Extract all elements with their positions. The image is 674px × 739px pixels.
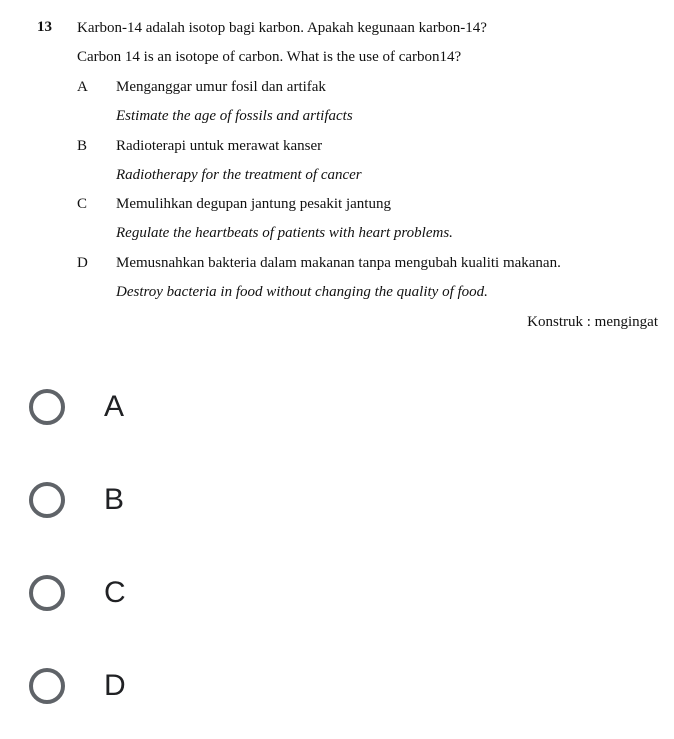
option-a-text-ms: Menganggar umur fosil dan artifak <box>116 79 326 95</box>
answer-choices <box>0 370 674 733</box>
choice-c[interactable] <box>0 556 674 646</box>
option-c-text-en: Regulate the heartbeats of patients with heart problems. <box>116 225 453 241</box>
option-a-letter: A <box>77 79 88 95</box>
option-c-letter: C <box>77 196 88 212</box>
radio-d[interactable] <box>29 668 65 704</box>
choice-d[interactable] <box>0 649 674 739</box>
choice-c-label[interactable]: C <box>104 576 126 609</box>
option-b-text-en: Radiotherapy for the treatment of cancer <box>116 167 362 183</box>
question-text-en: Carbon 14 is an isotope of carbon. What is the use of carbon14? <box>77 49 462 65</box>
choice-b[interactable] <box>0 463 674 553</box>
choice-a[interactable] <box>0 370 674 460</box>
option-d-letter: D <box>77 255 88 271</box>
option-b-letter: B <box>77 138 88 154</box>
question-text-ms: Karbon-14 adalah isotop bagi karbon. Apakah kegunaan karbon-14? <box>77 20 487 36</box>
option-d-text-en: Destroy bacteria in food without changing the quality of food. <box>116 284 488 300</box>
choice-d-label[interactable]: D <box>104 669 126 702</box>
option-c-text-ms: Memulihkan degupan jantung pesakit jantung <box>116 196 391 212</box>
choice-b-label[interactable]: B <box>104 483 125 516</box>
radio-b[interactable] <box>29 482 65 518</box>
radio-c[interactable] <box>29 575 65 611</box>
choice-a-label[interactable]: A <box>104 390 125 423</box>
question-image <box>0 0 674 340</box>
radio-a[interactable] <box>29 389 65 425</box>
construct-label: Konstruk : mengingat <box>527 314 658 330</box>
question-number: 13 <box>37 19 52 35</box>
option-b-text-ms: Radioterapi untuk merawat kanser <box>116 138 323 154</box>
option-a-text-en: Estimate the age of fossils and artifacts <box>116 108 353 124</box>
option-d-text-ms: Memusnahkan bakteria dalam makanan tanpa mengubah kualiti makanan. <box>116 255 561 271</box>
